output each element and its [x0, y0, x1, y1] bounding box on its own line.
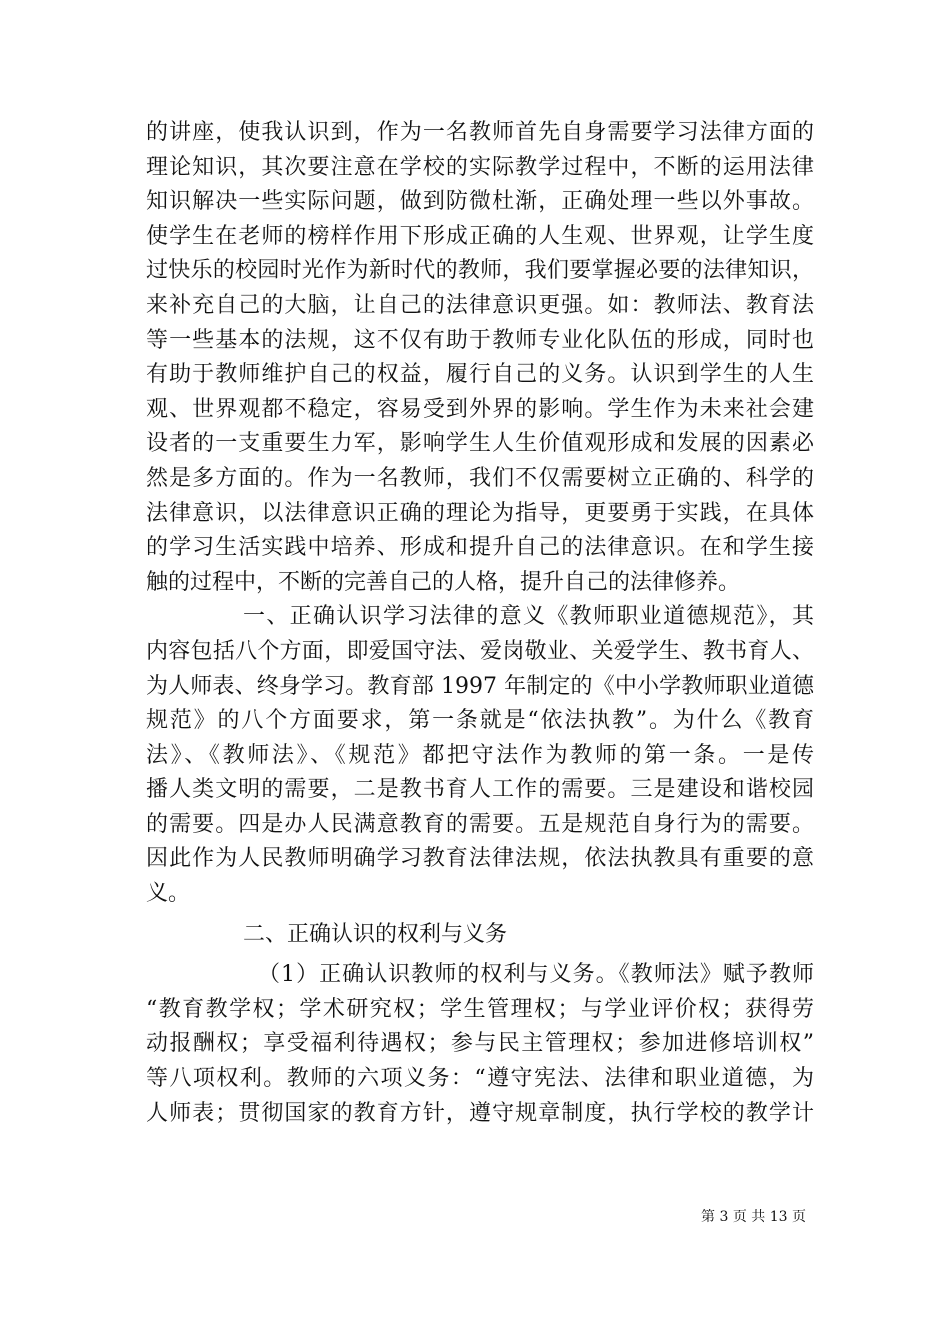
section-heading-2: 二、正确认识的权利与义务 [243, 921, 508, 947]
text-line: 动报酬权；享受福利待遇权；参与民主管理权；参加进修培训权” [146, 1031, 814, 1057]
text-line: 有助于教师维护自己的权益，履行自己的义务。认识到学生的人生 [146, 362, 814, 388]
text-line: 来补充自己的大脑，让自己的法律意识更强。如：教师法、教育法 [146, 292, 814, 318]
text-line: 义。 [146, 881, 191, 907]
text-line: 观、世界观都不稳定，容易受到外界的影响。学生作为未来社会建 [146, 396, 814, 422]
text-line: 理论知识，其次要注意在学校的实际教学过程中，不断的运用法律 [146, 154, 814, 180]
text-line: 规范》的八个方面要求，第一条就是“依法执教”。为什么《教育 [146, 708, 814, 734]
section-heading-1: 一、正确认识学习法律的意义《教师职业道德规范》，其 [243, 604, 814, 630]
text-line: 过快乐的校园时光作为新时代的教师，我们要掌握必要的法律知识， [146, 258, 814, 284]
text-line: 因此作为人民教师明确学习教育法律法规，依法执教具有重要的意 [146, 846, 814, 872]
text-line: 法律意识，以法律意识正确的理论为指导，更要勇于实践，在具体 [146, 500, 814, 526]
text-line: 法》、《教师法》、《规范》都把守法作为教师的第一条。一是传 [146, 742, 814, 768]
text-line: 的学习生活实践中培养、形成和提升自己的法律意识。在和学生接 [146, 535, 814, 561]
text-line: “教育教学权；学术研究权；学生管理权；与学业评价权；获得劳 [146, 996, 814, 1022]
text-line: 设者的一支重要生力军，影响学生人生价值观形成和发展的因素必 [146, 431, 814, 457]
text-line: 等一些基本的法规，这不仅有助于教师专业化队伍的形成，同时也 [146, 327, 814, 353]
text-line: 然是多方面的。作为一名教师，我们不仅需要树立正确的、科学的 [146, 465, 814, 491]
text-line: 知识解决一些实际问题，做到防微杜渐，正确处理一些以外事故。 [146, 189, 814, 215]
text-line: 使学生在老师的榜样作用下形成正确的人生观、世界观，让学生度 [146, 223, 814, 249]
text-line: 人师表；贯彻国家的教育方针，遵守规章制度，执行学校的教学计 [146, 1100, 814, 1126]
text-line: 等八项权利。教师的六项义务：“遵守宪法、法律和职业道德，为 [146, 1066, 814, 1092]
page-number-footer: 第 3 页 共 13 页 [701, 1209, 806, 1225]
text-line: 内容包括八个方面，即爱国守法、爱岗敬业、关爱学生、教书育人、 [146, 638, 814, 664]
text-line: 的讲座，使我认识到，作为一名教师首先自身需要学习法律方面的 [146, 120, 814, 145]
subsection-heading: （1）正确认识教师的权利与义务。《教师法》赋予教师 [258, 962, 814, 988]
text-line: 为人师表、终身学习。教育部 1997 年制定的《中小学教师职业道德 [146, 673, 814, 699]
text-line: 触的过程中，不断的完善自己的人格，提升自己的法律修养。 [146, 569, 741, 595]
text-line: 的需要。四是办人民满意教育的需要。五是规范自身行为的需要。 [146, 811, 814, 837]
document-body [146, 116, 814, 1131]
text-line: 播人类文明的需要，二是教书育人工作的需要。三是建设和谐校园 [146, 777, 814, 803]
